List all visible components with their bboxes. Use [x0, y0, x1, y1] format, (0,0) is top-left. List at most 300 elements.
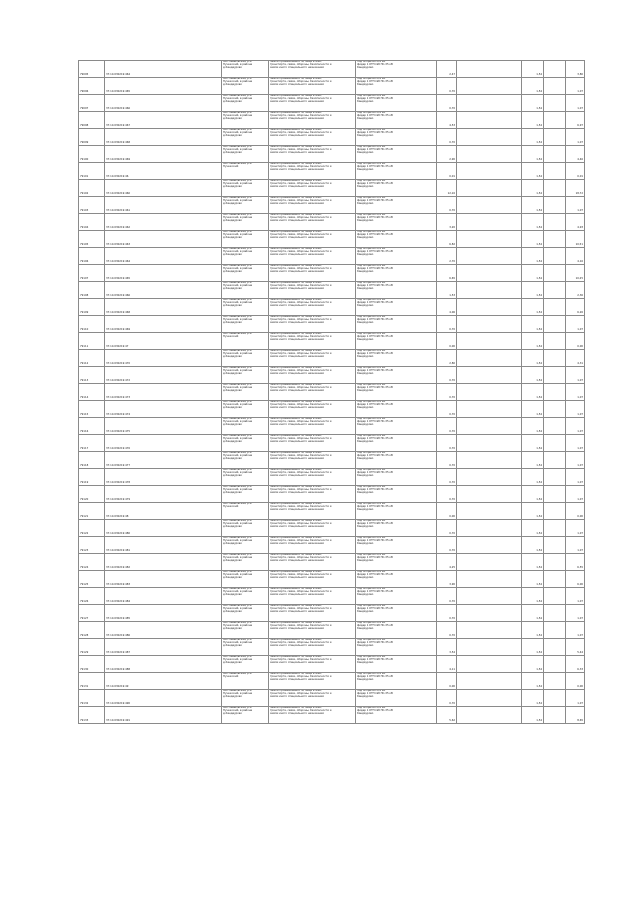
- empty-cell: [457, 129, 522, 146]
- cell-line: земли иного специального назначения: [270, 405, 324, 409]
- land-category-cell: [269, 486, 356, 503]
- cell-line: Кандаурово: [357, 626, 374, 630]
- empty-cell: [544, 639, 566, 656]
- area-value: 0,70: [437, 690, 457, 707]
- empty-cell: [544, 214, 566, 231]
- cadastral-number: 37:14:030219:48: [105, 503, 222, 520]
- cell-line: земли иного специального назначения: [270, 609, 324, 613]
- cadastral-number: 37:14:030219:483: [105, 571, 222, 588]
- cell-line: д.Кандаурово: [223, 303, 243, 307]
- cell-line: Пучежский, в районе: [223, 62, 253, 66]
- cell-line: фидер 1 КТП №8 ПС-35 кВ: [357, 113, 393, 117]
- cadastral-value: 6,00: [566, 571, 585, 588]
- address-cell: [222, 537, 269, 554]
- cadastral-value: 6,26: [566, 299, 585, 316]
- cell-line: Пучежский, в районе: [223, 487, 253, 491]
- permitted-use-cell: [356, 605, 437, 622]
- area-value: 2,47: [437, 61, 457, 78]
- table-row: [79, 554, 585, 571]
- cell-line: земли иного специального назначения: [270, 524, 324, 528]
- cell-line: Кандаурово: [357, 82, 374, 86]
- empty-cell: [544, 333, 566, 350]
- cell-line: транспорта, связи, обороны, безопасности и: [270, 79, 332, 83]
- empty-cell: [457, 180, 522, 197]
- cadastral-number: 37:14:030219:461: [105, 197, 222, 214]
- rate-value: 1,54: [522, 333, 544, 350]
- cell-line: Земли промышленности, энергетики,: [270, 434, 322, 437]
- cell-line: транспорта, связи, обороны, безопасности и: [270, 708, 332, 712]
- cell-line: обл. Ивановская, р-н: [223, 179, 252, 182]
- address-cell: [222, 673, 269, 690]
- cell-line: Пучежский, в районе: [223, 249, 253, 253]
- area-value: 4,11: [437, 656, 457, 673]
- permitted-use-cell: [356, 248, 437, 265]
- cell-line: фидер 1 КТП №8 ПС-35 кВ: [357, 249, 393, 253]
- address-cell: [222, 78, 269, 95]
- empty-cell: [544, 520, 566, 537]
- rate-value: 1,54: [522, 265, 544, 282]
- cell-line: фидер 1 КТП №8 ПС-35 кВ: [357, 198, 393, 202]
- cell-line: Кандаурово: [357, 575, 374, 579]
- cell-line: фидер 1 КТП №8 ПС-35 кВ: [357, 419, 393, 423]
- empty-cell: [457, 231, 522, 248]
- address-cell: [222, 605, 269, 622]
- cell-line: Кандаурово: [357, 269, 374, 273]
- cell-line: транспорта, связи, обороны, безопасности и: [270, 589, 332, 593]
- cell-line: транспорта, связи, обороны, безопасности и: [270, 640, 332, 644]
- cell-line: обл. Ивановская, р-н: [223, 485, 252, 488]
- cell-line: транспорта, связи, обороны, безопасности и: [270, 266, 332, 270]
- cell-line: Земли промышленности, энергетики,: [270, 179, 322, 182]
- cell-line: фидер 1 КТП №8 ПС-35 кВ: [357, 385, 393, 389]
- rate-value: 1,54: [522, 282, 544, 299]
- area-value: 0,70: [437, 401, 457, 418]
- cell-line: обл. Ивановская, р-н: [223, 94, 252, 97]
- empty-cell: [457, 622, 522, 639]
- cell-line: под опоры ВЛ-0,4 кВ: [357, 196, 386, 199]
- address-cell: [222, 520, 269, 537]
- cell-line: транспорта, связи, обороны, безопасности и: [270, 147, 332, 151]
- empty-cell: [544, 707, 566, 724]
- land-category-cell: [269, 316, 356, 333]
- cell-line: Кандаурово: [357, 711, 374, 715]
- land-category-cell: [269, 520, 356, 537]
- table-row: [79, 571, 585, 588]
- empty-cell: [544, 622, 566, 639]
- row-number: 79101: [79, 163, 105, 180]
- cell-line: под опоры ВЛ-0,4 кВ: [357, 315, 386, 318]
- cell-line: земли иного специального назначения: [270, 677, 324, 681]
- cadastral-number: 37:14:030219:485: [105, 605, 222, 622]
- cell-line: земли иного специального назначения: [270, 354, 324, 358]
- cadastral-number: 37:14:030219:490: [105, 690, 222, 707]
- table-row: [79, 486, 585, 503]
- row-number: 79120: [79, 486, 105, 503]
- cell-line: обл. Ивановская, р-н: [223, 298, 252, 301]
- permitted-use-cell: [356, 554, 437, 571]
- cell-line: фидер 1 КТП №8 ПС-35 кВ: [357, 96, 393, 100]
- cell-line: под опоры ВЛ-0,4 кВ: [357, 417, 386, 420]
- cell-line: земли иного специального назначения: [270, 286, 324, 290]
- cell-line: земли иного специального назначения: [270, 643, 324, 647]
- empty-cell: [457, 282, 522, 299]
- cadastral-number: 37:14:030219:491: [105, 707, 222, 724]
- cadastral-number: 37:14:030219:465: [105, 265, 222, 282]
- cell-line: транспорта, связи, обороны, безопасности и: [270, 538, 332, 542]
- cell-line: д.Кандаурово: [223, 388, 243, 392]
- empty-cell: [544, 469, 566, 486]
- address-cell: [222, 384, 269, 401]
- empty-cell: [457, 673, 522, 690]
- cell-line: Земли промышленности, энергетики,: [270, 400, 322, 403]
- cell-line: д.Кандаурово: [223, 150, 243, 154]
- cadastral-number: 37:14:030219:482: [105, 554, 222, 571]
- empty-cell: [457, 435, 522, 452]
- cell-line: Земли промышленности, энергетики,: [270, 672, 322, 675]
- cell-line: Земли промышленности, энергетики,: [270, 604, 322, 607]
- document-sheet: [78, 60, 583, 851]
- cell-line: д.Кандаурово: [223, 694, 243, 698]
- row-number: 79100: [79, 146, 105, 163]
- rate-value: 1,54: [522, 214, 544, 231]
- cell-line: земли иного специального назначения: [270, 541, 324, 545]
- cadastral-value: 4,93: [566, 214, 585, 231]
- cell-line: Земли промышленности, энергетики,: [270, 111, 322, 114]
- address-cell: [222, 316, 269, 333]
- cell-line: Кандаурово: [357, 337, 374, 341]
- area-value: 6,65: [437, 265, 457, 282]
- cell-line: Кандаурово: [357, 439, 374, 443]
- permitted-use-cell: [356, 639, 437, 656]
- table-row: [79, 248, 585, 265]
- area-value: 5,62: [437, 707, 457, 724]
- cell-line: фидер 1 КТП №8 ПС-35 кВ: [357, 538, 393, 542]
- cell-line: д.Кандаурово: [223, 558, 243, 562]
- cadastral-value: 1,07: [566, 588, 585, 605]
- cadastral-value: 1,07: [566, 384, 585, 401]
- cell-line: Земли промышленности, энергетики,: [270, 468, 322, 471]
- empty-cell: [544, 571, 566, 588]
- table-row: [79, 265, 585, 282]
- rate-value: 1,54: [522, 350, 544, 367]
- land-category-cell: [269, 605, 356, 622]
- land-category-cell: [269, 588, 356, 605]
- cell-line: обл. Ивановская, р-н: [223, 604, 252, 607]
- cell-line: Пучежский, в районе: [223, 453, 253, 457]
- cell-line: земли иного специального назначения: [270, 626, 324, 630]
- cell-line: Кандаурово: [357, 609, 374, 613]
- land-category-cell: [269, 95, 356, 112]
- row-number: 79109: [79, 299, 105, 316]
- table-row: [79, 673, 585, 690]
- cell-line: земли иного специального назначения: [270, 388, 324, 392]
- row-number: 79099: [79, 129, 105, 146]
- cell-line: д.Кандаурово: [223, 201, 243, 205]
- table-row: [79, 639, 585, 656]
- area-value: 0,70: [437, 520, 457, 537]
- cell-line: под опоры ВЛ-0,4 кВ: [357, 400, 386, 403]
- empty-cell: [457, 95, 522, 112]
- land-category-cell: [269, 350, 356, 367]
- cell-line: Пучежский, в районе: [223, 657, 253, 661]
- cell-line: Пучежский, в районе: [223, 113, 253, 117]
- cell-line: д.Кандаурово: [223, 456, 243, 460]
- row-number: 79127: [79, 605, 105, 622]
- empty-cell: [457, 537, 522, 554]
- permitted-use-cell: [356, 61, 437, 78]
- cell-line: под опоры ВЛ-0,4 кВ: [357, 655, 386, 658]
- empty-cell: [457, 571, 522, 588]
- cell-line: Земли промышленности, энергетики,: [270, 366, 322, 369]
- cell-line: Пучежский, в районе: [223, 691, 253, 695]
- table-row: [79, 418, 585, 435]
- cadastral-number: 37:14:030219:49: [105, 673, 222, 690]
- cell-line: обл. Ивановская, р-н: [223, 536, 252, 539]
- address-cell: [222, 350, 269, 367]
- cell-line: Кандаурово: [357, 456, 374, 460]
- table-row: [79, 605, 585, 622]
- cell-line: транспорта, связи, обороны, безопасности и: [270, 555, 332, 559]
- land-category-cell: [269, 452, 356, 469]
- table-row: [79, 435, 585, 452]
- cell-line: транспорта, связи, обороны, безопасности и: [270, 215, 332, 219]
- cell-line: Пучежский: [223, 334, 239, 338]
- empty-cell: [544, 78, 566, 95]
- empty-cell: [544, 112, 566, 129]
- cell-line: под опоры ВЛ-0,4 кВ: [357, 383, 386, 386]
- cell-line: земли иного специального назначения: [270, 422, 324, 426]
- cell-line: фидер 1 КТП №8 ПС-35 кВ: [357, 708, 393, 712]
- address-cell: [222, 146, 269, 163]
- cell-line: д.Кандаурово: [223, 524, 243, 528]
- cell-line: Пучежский: [223, 164, 239, 168]
- cell-line: земли иного специального назначения: [270, 303, 324, 307]
- area-value: 0,00: [437, 503, 457, 520]
- empty-cell: [544, 401, 566, 418]
- area-value: 0,70: [437, 316, 457, 333]
- cell-line: фидер 1 КТП №8 ПС-35 кВ: [357, 691, 393, 695]
- permitted-use-cell: [356, 112, 437, 129]
- rate-value: 1,54: [522, 248, 544, 265]
- cell-line: Земли промышленности, энергетики,: [270, 196, 322, 199]
- cell-line: Земли промышленности, энергетики,: [270, 162, 322, 165]
- cell-line: транспорта, связи, обороны, безопасности и: [270, 198, 332, 202]
- cell-line: под опоры ВЛ-0,4 кВ: [357, 60, 386, 63]
- cell-line: Пучежский, в районе: [223, 555, 253, 559]
- land-category-cell: [269, 639, 356, 656]
- rate-value: 1,54: [522, 503, 544, 520]
- area-value: 0,70: [437, 588, 457, 605]
- cell-line: фидер 1 КТП №8 ПС-35 кВ: [357, 487, 393, 491]
- table-row: [79, 78, 585, 95]
- cell-line: земли иного специального назначения: [270, 269, 324, 273]
- cell-line: Пучежский, в районе: [223, 589, 253, 593]
- cell-line: Земли промышленности, энергетики,: [270, 553, 322, 556]
- cell-line: обл. Ивановская, р-н: [223, 247, 252, 250]
- rate-value: 1,54: [522, 418, 544, 435]
- cell-line: Земли промышленности, энергетики,: [270, 60, 322, 63]
- permitted-use-cell: [356, 350, 437, 367]
- cell-line: земли иного специального назначения: [270, 99, 324, 103]
- address-cell: [222, 639, 269, 656]
- permitted-use-cell: [356, 486, 437, 503]
- area-value: 0,70: [437, 469, 457, 486]
- cell-line: Земли промышленности, энергетики,: [270, 128, 322, 131]
- cell-line: под опоры ВЛ-0,4 кВ: [357, 145, 386, 148]
- cell-line: транспорта, связи, обороны, безопасности и: [270, 249, 332, 253]
- permitted-use-cell: [356, 282, 437, 299]
- empty-cell: [544, 61, 566, 78]
- row-number: 79106: [79, 248, 105, 265]
- cell-line: Пучежский, в районе: [223, 147, 253, 151]
- cell-line: фидер 1 КТП №8 ПС-35 кВ: [357, 606, 393, 610]
- permitted-use-cell: [356, 333, 437, 350]
- cell-line: фидер 1 КТП №8 ПС-35 кВ: [357, 215, 393, 219]
- land-category-cell: [269, 163, 356, 180]
- cadastral-number: 37:14:030219:469: [105, 316, 222, 333]
- row-number: 79130: [79, 656, 105, 673]
- cell-line: фидер 1 КТП №8 ПС-35 кВ: [357, 300, 393, 304]
- row-number: 79114: [79, 384, 105, 401]
- cell-line: Земли промышленности, энергетики,: [270, 417, 322, 420]
- cell-line: обл. Ивановская, р-н: [223, 417, 252, 420]
- cell-line: обл. Ивановская, р-н: [223, 383, 252, 386]
- empty-cell: [457, 605, 522, 622]
- rate-value: 1,54: [522, 61, 544, 78]
- empty-cell: [457, 163, 522, 180]
- cell-line: д.Кандаурово: [223, 626, 243, 630]
- land-category-cell: [269, 401, 356, 418]
- permitted-use-cell: [356, 537, 437, 554]
- address-cell: [222, 418, 269, 435]
- cell-line: Кандаурово: [357, 422, 374, 426]
- area-value: 0,70: [437, 384, 457, 401]
- area-value: 6,82: [437, 231, 457, 248]
- row-number: 79123: [79, 537, 105, 554]
- cell-line: д.Кандаурово: [223, 235, 243, 239]
- cadastral-number: 37:14:030219:468: [105, 299, 222, 316]
- cell-line: обл. Ивановская, р-н: [223, 468, 252, 471]
- cell-line: Пучежский, в районе: [223, 436, 253, 440]
- cell-line: д.Кандаурово: [223, 541, 243, 545]
- cell-line: д.Кандаурово: [223, 286, 243, 290]
- cadastral-value: 1,07: [566, 129, 585, 146]
- cell-line: под опоры ВЛ-0,4 кВ: [357, 689, 386, 692]
- cell-line: обл. Ивановская, р-н: [223, 315, 252, 318]
- land-category-cell: [269, 282, 356, 299]
- row-number: 79115: [79, 401, 105, 418]
- empty-cell: [457, 61, 522, 78]
- land-category-cell: [269, 673, 356, 690]
- land-category-cell: [269, 129, 356, 146]
- cell-line: Пучежский, в районе: [223, 521, 253, 525]
- empty-cell: [544, 316, 566, 333]
- cadastral-number: 37:14:030219:488: [105, 656, 222, 673]
- cadastral-number: 37:14:030219:46: [105, 163, 222, 180]
- land-category-cell: [269, 384, 356, 401]
- empty-cell: [544, 265, 566, 282]
- cell-line: под опоры ВЛ-0,4 кВ: [357, 179, 386, 182]
- rate-value: 1,54: [522, 469, 544, 486]
- cell-line: фидер 1 КТП №8 ПС-35 кВ: [357, 130, 393, 134]
- register-table: [78, 60, 585, 724]
- cell-line: Земли промышленности, энергетики,: [270, 451, 322, 454]
- table-row: [79, 588, 585, 605]
- cell-line: Кандаурово: [357, 320, 374, 324]
- empty-cell: [457, 146, 522, 163]
- cadastral-number: 37:14:030219:475: [105, 418, 222, 435]
- cell-line: транспорта, связи, обороны, безопасности и: [270, 402, 332, 406]
- land-category-cell: [269, 707, 356, 724]
- address-cell: [222, 571, 269, 588]
- rate-value: 1,54: [522, 146, 544, 163]
- cell-line: под опоры ВЛ-0,4 кВ: [357, 502, 386, 505]
- cell-line: обл. Ивановская, р-н: [223, 196, 252, 199]
- cell-line: земли иного специального назначения: [270, 575, 324, 579]
- cadastral-number: 37:14:030219:464: [105, 61, 222, 78]
- empty-cell: [457, 656, 522, 673]
- empty-cell: [457, 350, 522, 367]
- cell-line: д.Кандаурово: [223, 405, 243, 409]
- rate-value: 1,54: [522, 452, 544, 469]
- cell-line: земли иного специального назначения: [270, 456, 324, 460]
- rate-value: 1,54: [522, 486, 544, 503]
- cell-line: Пучежский: [223, 674, 239, 678]
- cadastral-value: 1,07: [566, 418, 585, 435]
- cadastral-value: 3,80: [566, 61, 585, 78]
- cell-line: транспорта, связи, обороны, безопасности и: [270, 487, 332, 491]
- row-number: 79126: [79, 588, 105, 605]
- cell-line: обл. Ивановская, р-н: [223, 553, 252, 556]
- row-number: 79121: [79, 503, 105, 520]
- table-row: [79, 503, 585, 520]
- cell-line: Кандаурово: [357, 99, 374, 103]
- cell-line: д.Кандаурово: [223, 660, 243, 664]
- cell-line: обл. Ивановская, р-н: [223, 706, 252, 709]
- address-cell: [222, 367, 269, 384]
- cell-line: обл. Ивановская, р-н: [223, 400, 252, 403]
- cell-line: транспорта, связи, обороны, безопасности и: [270, 691, 332, 695]
- cell-line: под опоры ВЛ-0,4 кВ: [357, 553, 386, 556]
- cell-line: Пучежский, в районе: [223, 623, 253, 627]
- cell-line: под опоры ВЛ-0,4 кВ: [357, 264, 386, 267]
- table-row: [79, 469, 585, 486]
- cell-line: земли иного специального назначения: [270, 218, 324, 222]
- cadastral-value: 1,07: [566, 537, 585, 554]
- cell-line: фидер 1 КТП №8 ПС-35 кВ: [357, 62, 393, 66]
- cell-line: Кандаурово: [357, 507, 374, 511]
- address-cell: [222, 95, 269, 112]
- cadastral-value: 1,07: [566, 486, 585, 503]
- cell-line: Земли промышленности, энергетики,: [270, 485, 322, 488]
- empty-cell: [457, 384, 522, 401]
- cadastral-number: 37:14:030219:463: [105, 231, 222, 248]
- empty-cell: [457, 452, 522, 469]
- cadastral-value: 2,36: [566, 282, 585, 299]
- rate-value: 1,54: [522, 605, 544, 622]
- empty-cell: [457, 707, 522, 724]
- cell-line: земли иного специального назначения: [270, 694, 324, 698]
- area-value: 0,70: [437, 129, 457, 146]
- row-number: 79129: [79, 639, 105, 656]
- cadastral-number: 37:14:030219:478: [105, 469, 222, 486]
- cadastral-number: 37:14:030219:460: [105, 180, 222, 197]
- address-cell: [222, 486, 269, 503]
- cadastral-value: 1,07: [566, 435, 585, 452]
- table-row: [79, 95, 585, 112]
- cell-line: д.Кандаурово: [223, 592, 243, 596]
- cell-line: д.Кандаурово: [223, 116, 243, 120]
